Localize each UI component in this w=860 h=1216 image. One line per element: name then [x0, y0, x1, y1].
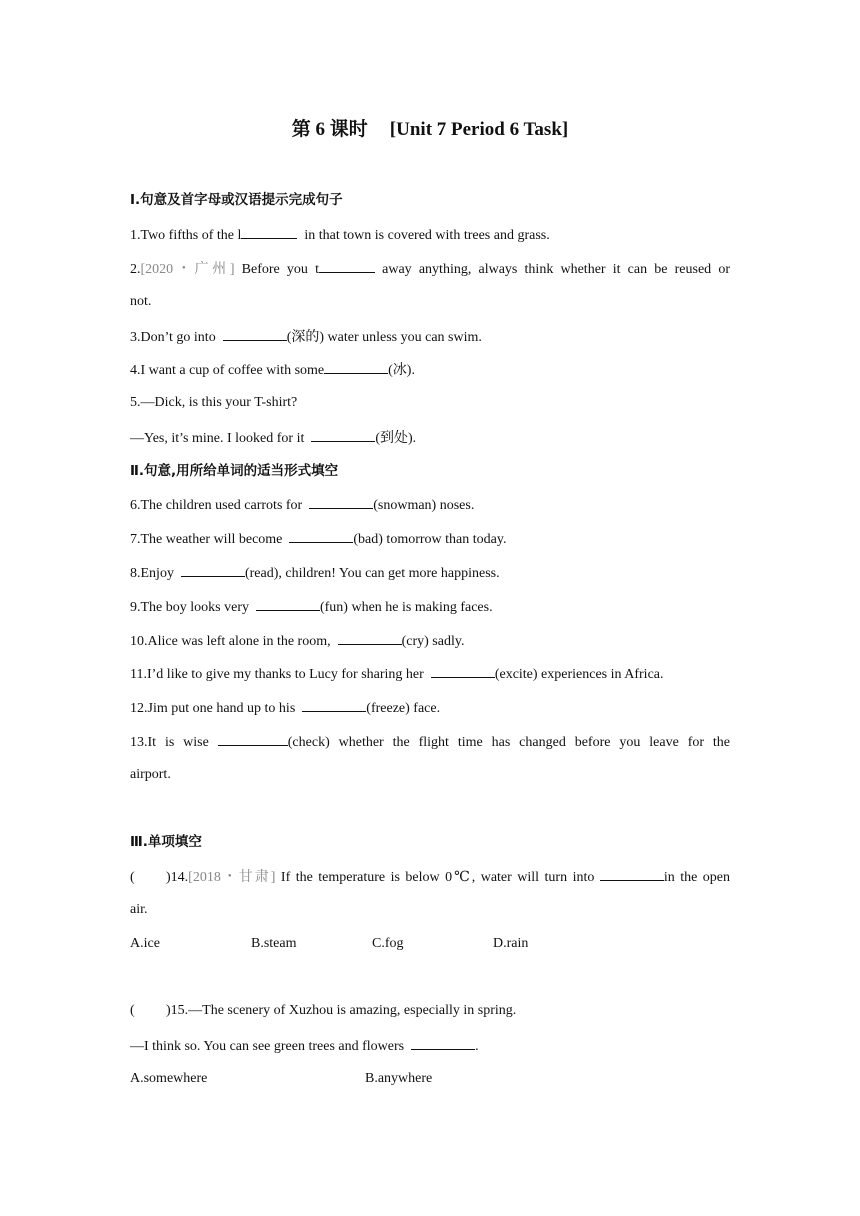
answer-blank[interactable]	[302, 697, 366, 712]
question-14-options	[130, 934, 730, 954]
title-en: [Unit 7 Period 6 Task]	[389, 119, 569, 140]
section-1-heading: Ⅰ.句意及首字母或汉语提示完成句子	[130, 192, 343, 208]
question-12: 12.Jim put one hand up to his (freeze) face.	[130, 697, 730, 719]
question-5: 5.—Dick, is this your T-shirt?	[130, 395, 298, 410]
question-4: 4.I want a cup of coffee with some (冰).	[130, 359, 730, 381]
question-6: 6.The children used carrots for (snowman) noses.	[130, 494, 730, 516]
question-3: 3.Don’t go into (深的) water unless you can swim.	[130, 326, 730, 348]
option-d[interactable]: D.rain	[493, 936, 529, 951]
question-9: 9.The boy looks very (fun) when he is making faces.	[130, 596, 730, 618]
section-2-heading: Ⅱ.句意,用所给单词的适当形式填空	[130, 463, 339, 479]
question-source: [2018・甘肃]	[188, 870, 276, 885]
option-b[interactable]: B.steam	[251, 936, 297, 951]
answer-blank[interactable]	[218, 731, 288, 746]
answer-blank[interactable]	[600, 866, 664, 881]
page-title	[0, 114, 860, 141]
answer-blank[interactable]	[338, 630, 402, 645]
answer-paren[interactable]: (	[130, 1003, 135, 1018]
answer-blank[interactable]	[241, 224, 297, 239]
answer-blank[interactable]	[411, 1035, 475, 1050]
question-2-cont: not.	[130, 294, 152, 309]
answer-blank[interactable]	[181, 562, 245, 577]
question-13-cont: airport.	[130, 767, 171, 782]
question-7: 7.The weather will become (bad) tomorrow than today.	[130, 528, 730, 550]
answer-blank[interactable]	[311, 427, 375, 442]
question-15: ( )15.—The scenery of Xuzhou is amazing, especially in spring.	[130, 1001, 730, 1021]
question-5-reply: —Yes, it’s mine. I looked for it (到处).	[130, 427, 730, 449]
question-10: 10.Alice was left alone in the room, (cry) sadly.	[130, 630, 730, 652]
question-15-reply: —I think so. You can see green trees and flowers .	[130, 1035, 730, 1057]
question-15-options	[130, 1069, 730, 1089]
option-b[interactable]: B.anywhere	[365, 1071, 433, 1086]
answer-blank[interactable]	[319, 258, 375, 273]
answer-blank[interactable]	[324, 359, 388, 374]
question-2: 2.[2020・广州] Before you t away anything, always think whether it can be reused or	[130, 258, 730, 280]
question-14: ( )14.[2018・甘肃] If the temperature is below 0℃, water will turn into in the open	[130, 866, 730, 888]
section-3-heading: Ⅲ.单项填空	[130, 834, 202, 850]
question-13: 13.It is wise (check) whether the flight time has changed before you leave for the	[130, 731, 730, 753]
option-a[interactable]: A.ice	[130, 936, 160, 951]
answer-paren[interactable]: (	[130, 870, 135, 885]
title-cn: 第 6 课时	[291, 119, 368, 140]
answer-blank[interactable]	[309, 494, 373, 509]
option-c[interactable]: C.fog	[372, 936, 404, 951]
question-source: [2020・广州]	[140, 262, 235, 277]
answer-blank[interactable]	[256, 596, 320, 611]
answer-blank[interactable]	[289, 528, 353, 543]
answer-blank[interactable]	[223, 326, 287, 341]
question-11: 11.I’d like to give my thanks to Lucy for sharing her (excite) experiences in Africa.	[130, 663, 730, 685]
question-1: 1.Two fifths of the l in that town is covered with trees and grass.	[130, 224, 730, 246]
option-a[interactable]: A.somewhere	[130, 1071, 208, 1086]
question-14-cont: air.	[130, 902, 148, 917]
answer-blank[interactable]	[431, 663, 495, 678]
question-8: 8.Enjoy (read), children! You can get more happiness.	[130, 562, 730, 584]
